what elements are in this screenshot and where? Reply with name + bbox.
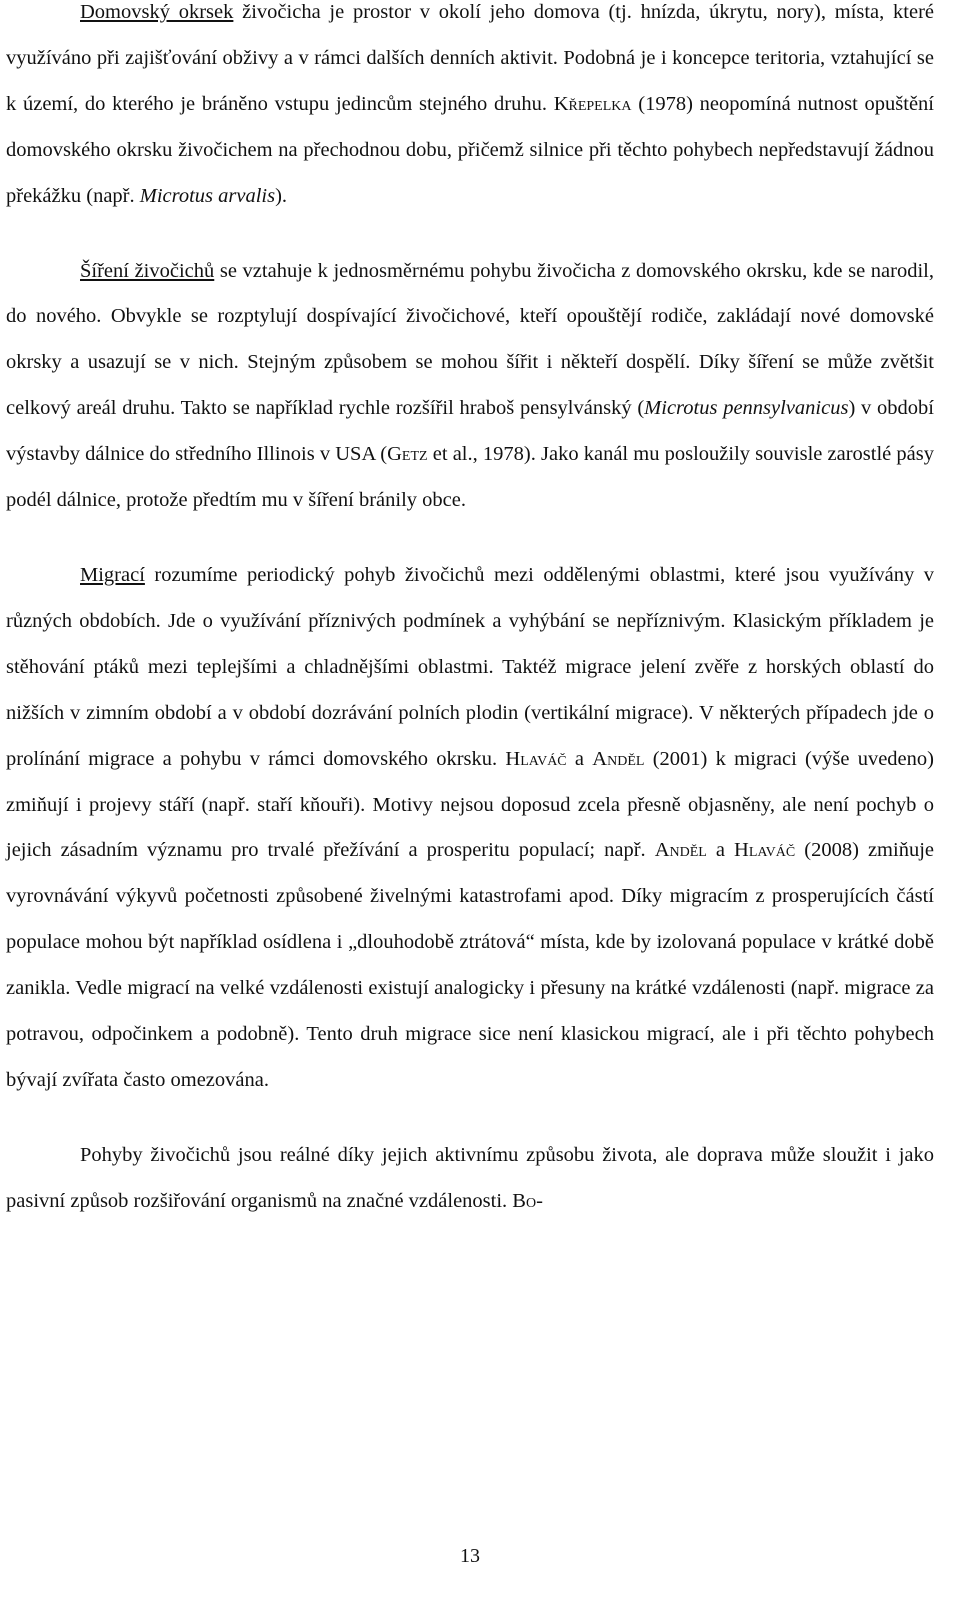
text-run: a <box>566 747 593 770</box>
paragraph-passive-transport <box>6 1133 934 1225</box>
author-name: Bo- <box>512 1189 543 1212</box>
term-migration: Migrací <box>80 563 145 586</box>
text-run: ). <box>275 184 288 207</box>
text-run: Pohyby živočichů jsou reálné díky jejich aktivnímu způsobu života, ale doprava může sloužit i jako pasivní způsob rozšiřování organismů na značné vzdálenosti. <box>6 1143 934 1212</box>
text-run: (2001) k migraci (výše uvedeno) zmiňují i projevy stáří (např. staří kňouři). Motivy nejsou doposud zcela přesně objasněny, ale není pochyb o jejich zásadním významu pro trvalé přežívání a prosperitu populací; např. <box>6 747 934 862</box>
paragraph-dispersal <box>6 249 934 524</box>
text-run: (1978) neopomíná nutnost opuštění domovského okrsku živočichem na přechodnou dobu, přičemž silnice při těchto pohybech nepředstavují žádnou překážku (např. <box>6 92 934 207</box>
author-name: Hlaváč <box>734 839 796 862</box>
species-name: Microtus arvalis <box>139 184 276 207</box>
term-home-range: Domovský okrsek <box>80 1 234 23</box>
author-name: Křepelka <box>553 92 632 115</box>
species-name: Microtus pennsylvanicus <box>644 397 849 420</box>
text-run: et al., 1978). Jako kanál mu posloužily souvisle zarostlé pásy podél dálnice, protože předtím mu v šíření bránily obce. <box>6 443 935 512</box>
text-run: se vztahuje k jednosměrnému pohybu živočicha z domovského okrsku, kde se narodil, do nového. Obvykle se rozptylují dospívající živočichové, kteří opouštějí rodiče, zakládají nové domovské okrsky a usazují se v nich. Stejným způsobem se mohou šířit i někteří dospělí. Díky šíření se může zvětšit celkový areál druhu. Takto se například rychle rozšířil hraboš pensylvánský ( <box>6 259 934 420</box>
paragraph-migration <box>6 553 934 1104</box>
page-number: 13 <box>460 1545 480 1567</box>
term-dispersal: Šíření živočichů <box>80 259 215 282</box>
text-run: ) v období výstavby dálnice do středního Illinois v USA ( <box>6 397 934 466</box>
text-run: (2008) zmiňuje vyrovnávání výkyvů početnosti způsobené živelnými katastrofami apod. Díky migracím z prosperujících částí populace mohou být například osídlena i „dlouhodobě ztrátová“ místa, kde by izolovaná populace v krátké době zanikla. Vedle migrací na velké vzdálenosti existují analogicky i přesuny na krátké vzdálenosti (např. migrace za potravou, odpočinkem a podobně). Tento druh migrace sice není klasickou migrací, ale i při těchto pohybech bývají zvířata často omezována. <box>6 839 934 1091</box>
text-run: a <box>706 839 735 862</box>
author-name: Anděl <box>654 839 707 862</box>
author-name: Anděl <box>592 747 645 770</box>
paragraph-home-range <box>6 0 934 220</box>
author-name: Getz <box>387 443 428 466</box>
author-name: Hlaváč <box>505 747 567 770</box>
text-run: rozumíme periodický pohyb živočichů mezi oddělenými oblastmi, které jsou využívány v různých obdobích. Jde o využívání příznivých podmínek a vyhýbání se nepříznivým. Klasickým příkladem je stěhování ptáků mezi teplejšími a chladnějšími oblastmi. Taktéž migrace jelení zvěře z horských oblastí do nižších v zimním období a v období dozrávání polních plodin (vertikální migrace). V některých případech jde o prolínání migrace a pohybu v rámci domovského okrsku. <box>6 563 934 770</box>
document-page <box>6 0 934 1225</box>
text-run: živočicha je prostor v okolí jeho domova (tj. hnízda, úkrytu, nory), místa, které využíváno při zajišťování obživy a v rámci dalších denních aktivit. Podobná je i koncepce teritoria, vztahující se k území, do kterého je bráněno vstupu jedincům stejného druhu. <box>6 1 935 115</box>
